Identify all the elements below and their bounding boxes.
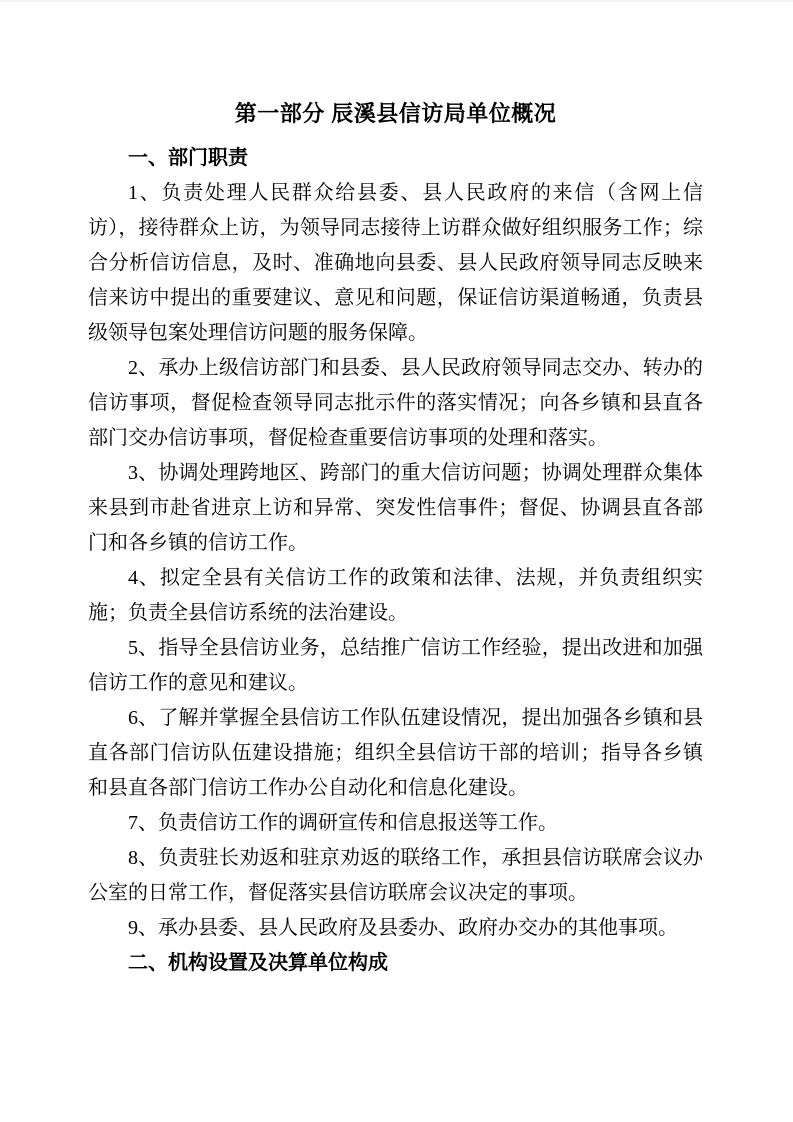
paragraph-duty-5: 5、指导全县信访业务，总结推广信访工作经验，提出改进和加强信访工作的意见和建议。 <box>88 637 703 694</box>
paragraph-duty-9: 9、承办县委、县人民政府及县委办、政府办交办的其他事项。 <box>128 917 678 939</box>
paragraph-duty-4: 4、拟定全县有关信访工作的政策和法律、法规，并负责组织实施；负责全县信访系统的法治建设。 <box>88 567 703 624</box>
paragraph-duty-1: 1、负责处理人民群众给县委、县人民政府的来信（含网上信访），接待群众上访，为领导同志接待上访群众做好组织服务工作；综合分析信访信息，及时、准确地向县委、县人民政府领导同志反映来信来访中提出的重要建议、意见和问题，保证信访渠道畅通，负责县级领导包案处理信访问题的服务保障。 <box>88 182 703 344</box>
paragraph-duty-6: 6、了解并掌握全县信访工作队伍建设情况，提出加强各乡镇和县直各部门信访队伍建设措施；组织全县信访干部的培训；指导各乡镇和县直各部门信访工作办公自动化和信息化建设。 <box>88 707 703 799</box>
document-title: 第一部分 辰溪县信访局单位概况 <box>234 101 557 126</box>
paragraph-duty-8: 8、负责驻长劝返和驻京劝返的联络工作，承担县信访联席会议办公室的日常工作，督促落实县信访联席会议决定的事项。 <box>88 847 703 904</box>
section-heading-org-structure: 二、机构设置及决算单位构成 <box>128 952 388 974</box>
paragraph-duty-2: 2、承办上级信访部门和县委、县人民政府领导同志交办、转办的信访事项，督促检查领导同志批示件的落实情况；向各乡镇和县直各部门交办信访事项，督促检查重要信访事项的处理和落实。 <box>88 357 703 449</box>
section-heading-department-duties: 一、部门职责 <box>128 147 248 169</box>
paragraph-duty-3: 3、协调处理跨地区、跨部门的重大信访问题；协调处理群众集体来县到市赴省进京上访和异常、突发性信事件；督促、协调县直各部门和各乡镇的信访工作。 <box>88 462 703 554</box>
paragraph-duty-7: 7、负责信访工作的调研宣传和信息报送等工作。 <box>128 812 558 834</box>
